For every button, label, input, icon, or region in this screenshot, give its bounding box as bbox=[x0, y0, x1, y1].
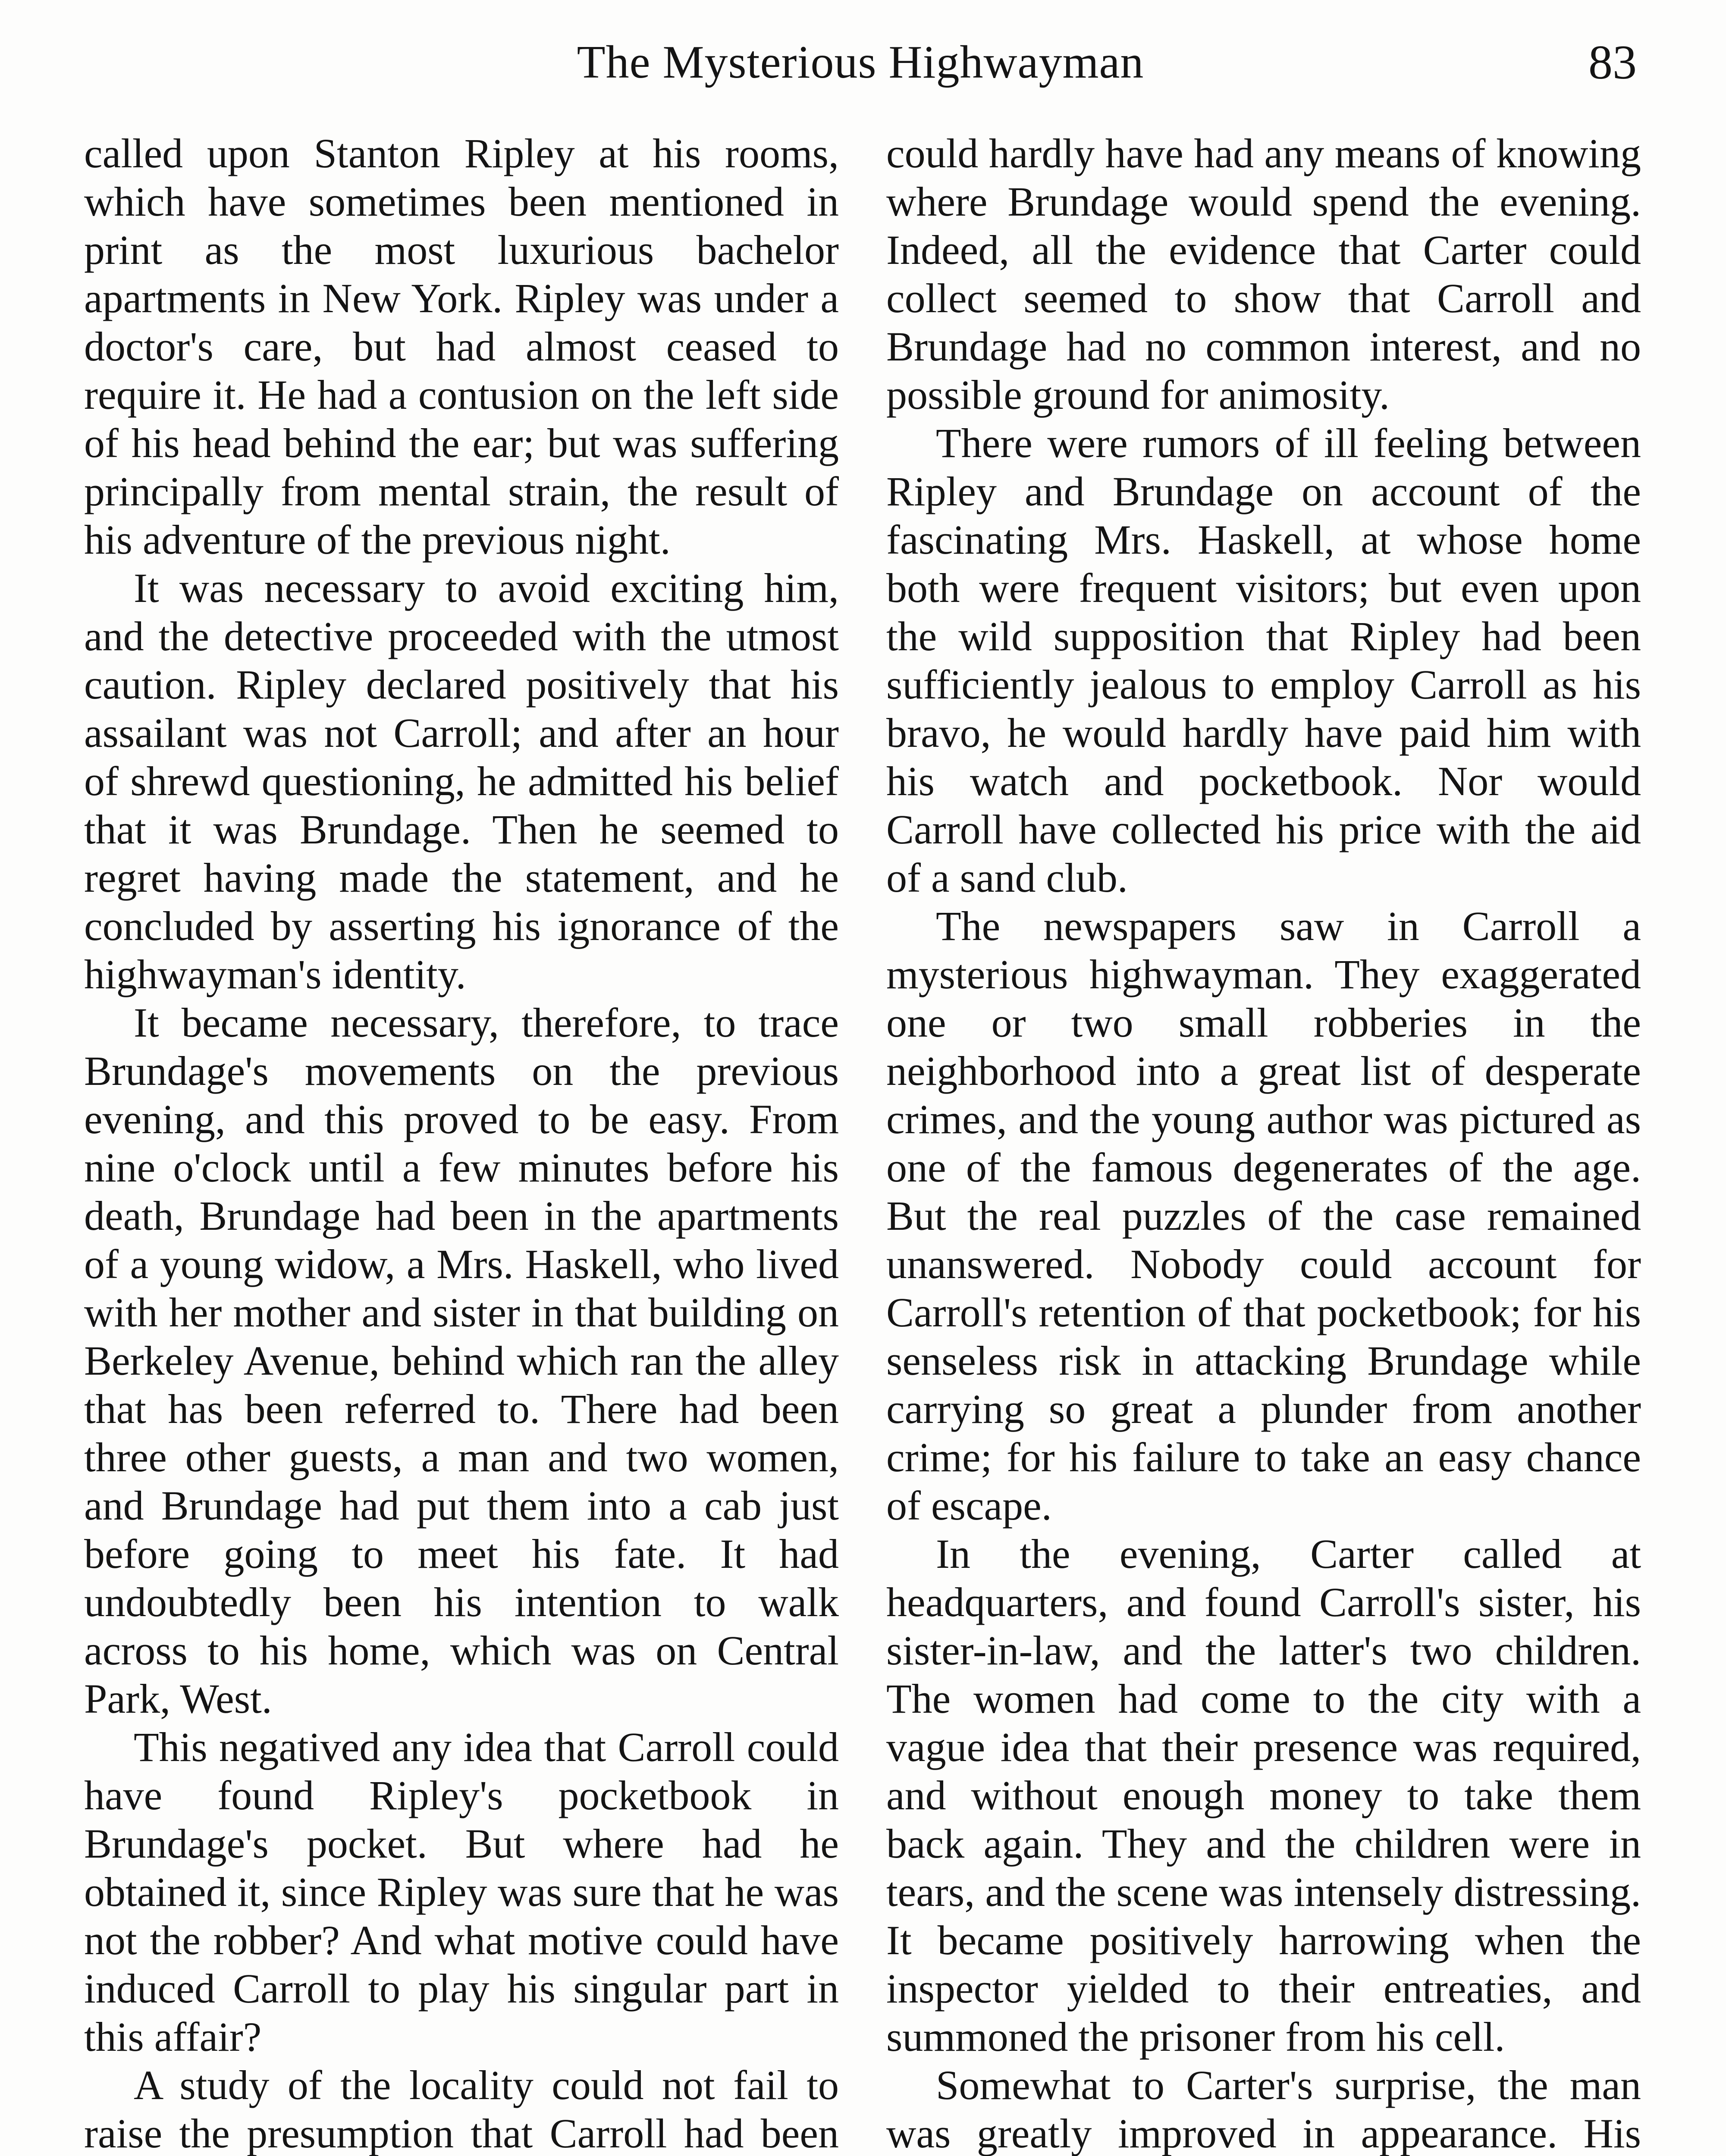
paragraph: It became necessary, therefore, to trace Brundage's movements on the previous evening, and this proved to be easy. From nine o'clock until a few minutes before his death, Brundage had been in the apartments of a young widow, a Mrs. Haskell, who lived with her mother and sister in that building on Berkeley Avenue, behind which ran the alley that has been referred to. There had been three other guests, a man and two women, and Brundage had put them into a cab just before going to meet his fate. It had undoubtedly been his intention to walk across to his home, which was on Central Park, West. bbox=[84, 1000, 839, 1722]
paragraph: called upon Stanton Ripley at his rooms, which have sometimes been mentioned in print as the most luxurious bachelor apartments in New York. Ripley was under a doctor's care, but had almost ceased to require it. He had a contusion on the left side of his head behind the ear; but was suffering principally from mental strain, the result of his adventure of the previous night. bbox=[84, 130, 839, 563]
page-number: 83 bbox=[1588, 36, 1637, 89]
right-column bbox=[886, 129, 1641, 2156]
paragraph: Somewhat to Carter's surprise, the man was greatly improved in appearance. His bbox=[886, 2062, 1641, 2156]
running-title: The Mysterious Highwayman bbox=[577, 37, 1144, 88]
paragraph: The newspapers saw in Carroll a mysterious highwayman. They exaggerated one or two small robberies in the neighborhood into a great list of desperate crimes, and the young author was pictured as one of the famous degenerates of the age. But the real puzzles of the case remained unanswered. Nobody could account for Carroll's retention of that pocketbook; for his senseless risk in attacking Brundage while carrying so great a plunder from another crime; for his failure to take an easy chance of escape. bbox=[886, 903, 1641, 1529]
paragraph: A study of the locality could not fail to raise the presumption that Carroll had been bbox=[84, 2062, 839, 2156]
left-column bbox=[84, 129, 839, 2156]
paragraph: It was necessary to avoid exciting him, and the detective proceeded with the utmost caution. Ripley declared positively that his assailant was not Carroll; and after an hour of shrewd questioning, he admitted his belief that it was Brundage. Then he seemed to regret having made the statement, and he concluded by asserting his ignorance of the highwayman's identity. bbox=[84, 565, 839, 997]
paragraph: There were rumors of ill feeling between Ripley and Brundage on account of the fascinating Mrs. Haskell, at whose home both were frequent visitors; but even upon the wild supposition that Ripley had been sufficiently jealous to employ Carroll as his bravo, he would hardly have paid him with his watch and pocketbook. Nor would Carroll have collected his price with the aid of a sand club. bbox=[886, 420, 1641, 901]
paragraph: could hardly have had any means of knowing where Brundage would spend the evening. Indeed, all the evidence that Carter could collect seemed to show that Carroll and Brundage had no common interest, and no possible ground for animosity. bbox=[886, 130, 1641, 418]
paragraph: In the evening, Carter called at headquarters, and found Carroll's sister, his sister-in-law, and the latter's two children. The women had come to the city with a vague idea that their presence was required, and without enough money to take them back again. They and the children were in tears, and the scene was intensely distressing. It became positively harrowing when the inspector yielded to their entreaties, and summoned the prisoner from his cell. bbox=[886, 1531, 1641, 2060]
paragraph: This negatived any idea that Carroll could have found Ripley's pocketbook in Brundage's pocket. But where had he obtained it, since Ripley was sure that he was not the robber? And what motive could have induced Carroll to play his singular part in this affair? bbox=[84, 1724, 839, 2060]
running-head bbox=[84, 30, 1637, 95]
